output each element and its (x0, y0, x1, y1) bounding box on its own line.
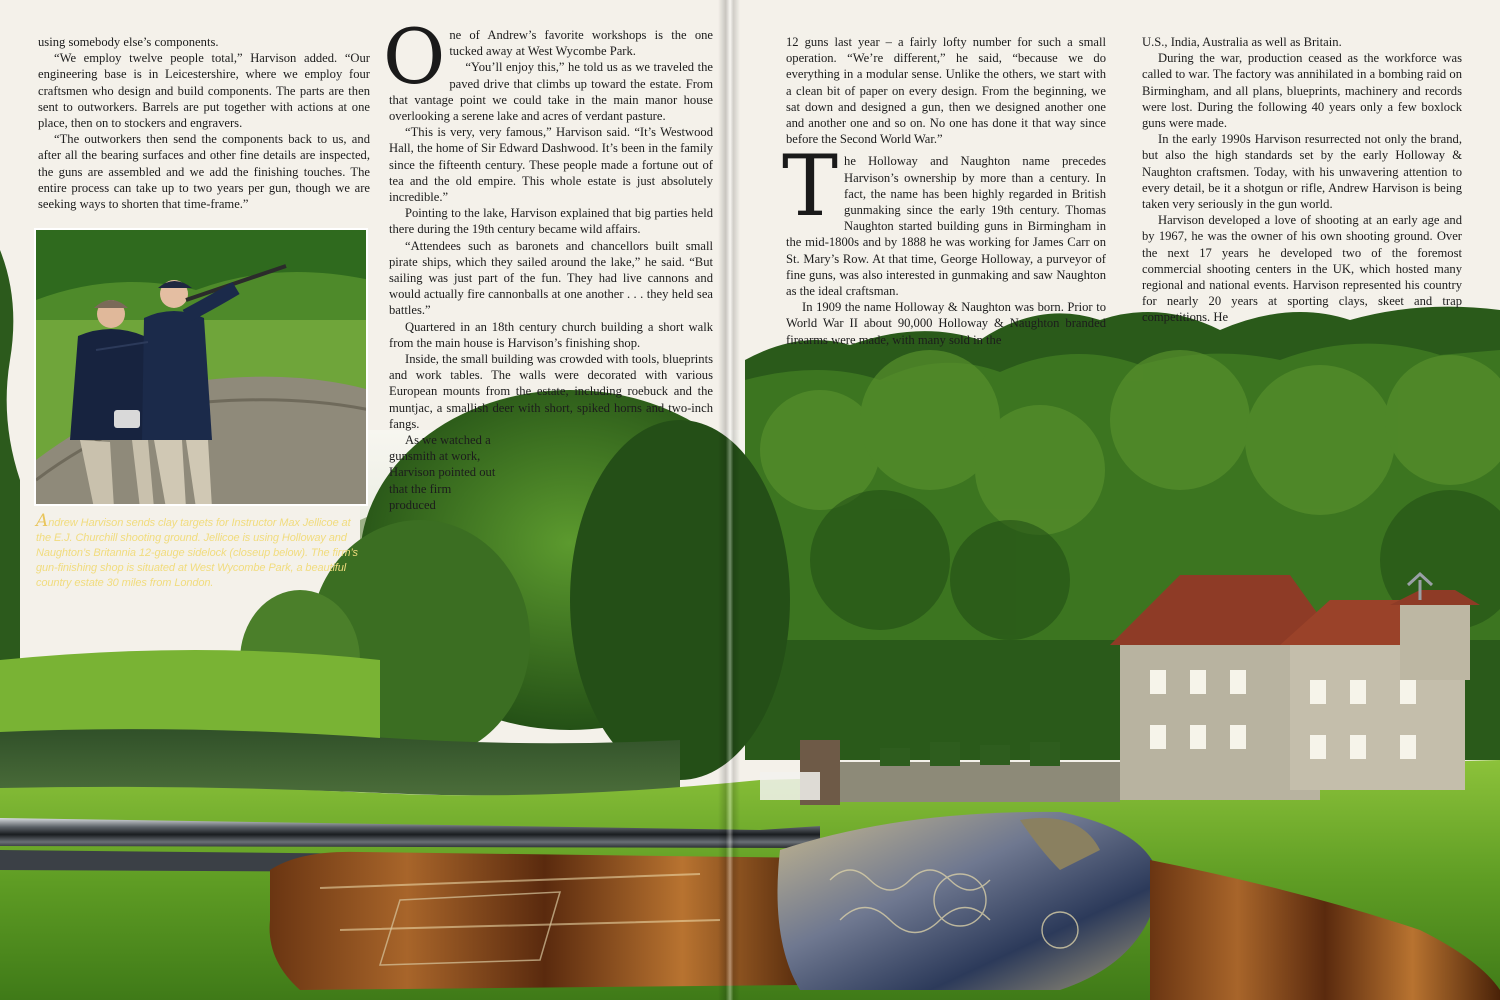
paragraph: U.S., India, Australia as well as Britain. (1142, 35, 1342, 49)
paragraph: “Attendees such as baronets and chancellors built small pirate ships, which they sailed around the lake,” he said. “But sailing was just part of the fun. They had live cannons and would actually fire cannonballs at one another . . . they held sea battles.” (389, 238, 713, 318)
paragraph: 12 guns last year – a fairly lofty number for such a small operation. “We’re different,” he said, “because we do everything in a modular sense. Unlike the others, we start with a clean bit of paper on every design. From the beginning, we sat down and designed a gun, then we designed another one and another one and so on. No one has done it that way since before the Second World War.” (786, 35, 1106, 147)
paragraph: Pointing to the lake, Harvison explained that big parties held there during the 19th century became wild affairs. (389, 206, 713, 237)
column-2-text (383, 12, 713, 513)
paragraph: Quartered in an 18th century church building a short walk from the main house is Harvison’s finishing shop. (389, 319, 713, 350)
paragraph: Inside, the small building was crowded with tools, blueprints and work tables. The walls were decorated with various European mounts from the estate, including roebuck and the muntjac, a smallish deer with short, spiked horns and two-inch fangs. (389, 352, 713, 431)
paragraph: In the early 1990s Harvison resurrected not only the brand, but also the high standards set by the early Holloway & Naughton craftsmen. Today, with his unwavering attention to every detail, be it a shotgun or rifle, Andrew Harvison is being taken very seriously in the gun world. (1142, 132, 1462, 212)
drop-cap: O (383, 12, 446, 101)
lead-text: ne of Andrew’s favorite workshops is the one tucked away at West Wycombe Park. (449, 28, 713, 59)
column-4-text (1142, 34, 1462, 326)
paragraph: “This is very, very famous,” Harvison said. “It’s Westwood Hall, the home of Sir Edward Dashwood. It’s been in the family since the fifteenth century. These people made a fortune out of tea and the old empire. This whole estate is just absolutely incredible.” (389, 125, 713, 205)
paragraph: “We employ twelve people total,” Harvison added. “Our engineering base is in Leicestershire, where we employ four craftsmen who design and build components. The parts are then sent to outworkers. Barrels are put together with actions at one place, then on to stockers and engravers. (38, 51, 370, 131)
paragraph: In 1909 the name Holloway & Naughton was born. Prior to World War II about 90,000 Holloway & Naughton branded firearms were made, with many sold in the (786, 300, 1106, 347)
page-gutter (718, 0, 740, 1000)
manor-house (1110, 574, 1480, 800)
photo-caption (36, 511, 366, 591)
column-1-text (38, 34, 370, 212)
clay-shooting-photo (34, 228, 368, 506)
paragraph: using somebody else’s components. (38, 35, 219, 49)
paragraph: During the war, production ceased as the workforce was called to war. The factory was annihilated in a bombing raid on Birmingham, and all plans, blueprints, machinery and records were lost. During the following 40 years only a few boxlock guns were made. (1142, 51, 1462, 131)
paragraph: Harvison developed a love of shooting at an early age and by 1967, he was the owner of his own shooting ground. Over the next 17 years he developed two of the foremost commercial shooting centers in the UK, which hosted many regional and national events. Harvison represented his country for nearly 20 years at sporting clays, skeet and trap competitions. He (1142, 213, 1462, 325)
paragraph: As we watched a gunsmith at work, Harvison pointed out that the firm produced (389, 433, 496, 512)
drop-cap: T (782, 137, 839, 236)
paragraph: “The outworkers then send the components back to us, and after all the bearing surfaces and other fine details are inspected, the guns are assembled and we add the finishing touches. The entire process can take up to two years per gun, though we are seeking ways to shorten that time-frame.” (38, 132, 370, 212)
section-lead-text: he Holloway and Naughton name precedes Harvison’s ownership by more than a century. In fact, the name has been highly regarded in British gunmaking since the early 19th century. Thomas Naughton started building guns in Birmingham in the mid-1800s and by 1888 he was working for James Carr on St. Mary’s Row. At that time, George Holloway, a purveyor of fine guns, was also interested in gunmaking and saw Naughton as the ideal craftsman. (786, 154, 1106, 299)
section-lead-paragraph (782, 137, 1106, 299)
paragraph: “You’ll enjoy this,” he told us as we traveled the paved drive that climbs up toward the estate. From that vantage point we could take in the main manor house overlooking a serene lake and acres of verdant pasture. (389, 60, 713, 124)
caption-text: ndrew Harvison sends clay targets for Instructor Max Jellicoe at the E.J. Churchill shooting ground. Jellicoe is using Holloway and Naughton’s Britannia 12-gauge sidelock (closeup below). The firm’s gun-finishing shop is situated at West Wycombe Park, a beautiful country estate 30 miles from London. (36, 517, 358, 589)
caption-initial: A (36, 511, 49, 531)
column-3-text (782, 34, 1106, 348)
